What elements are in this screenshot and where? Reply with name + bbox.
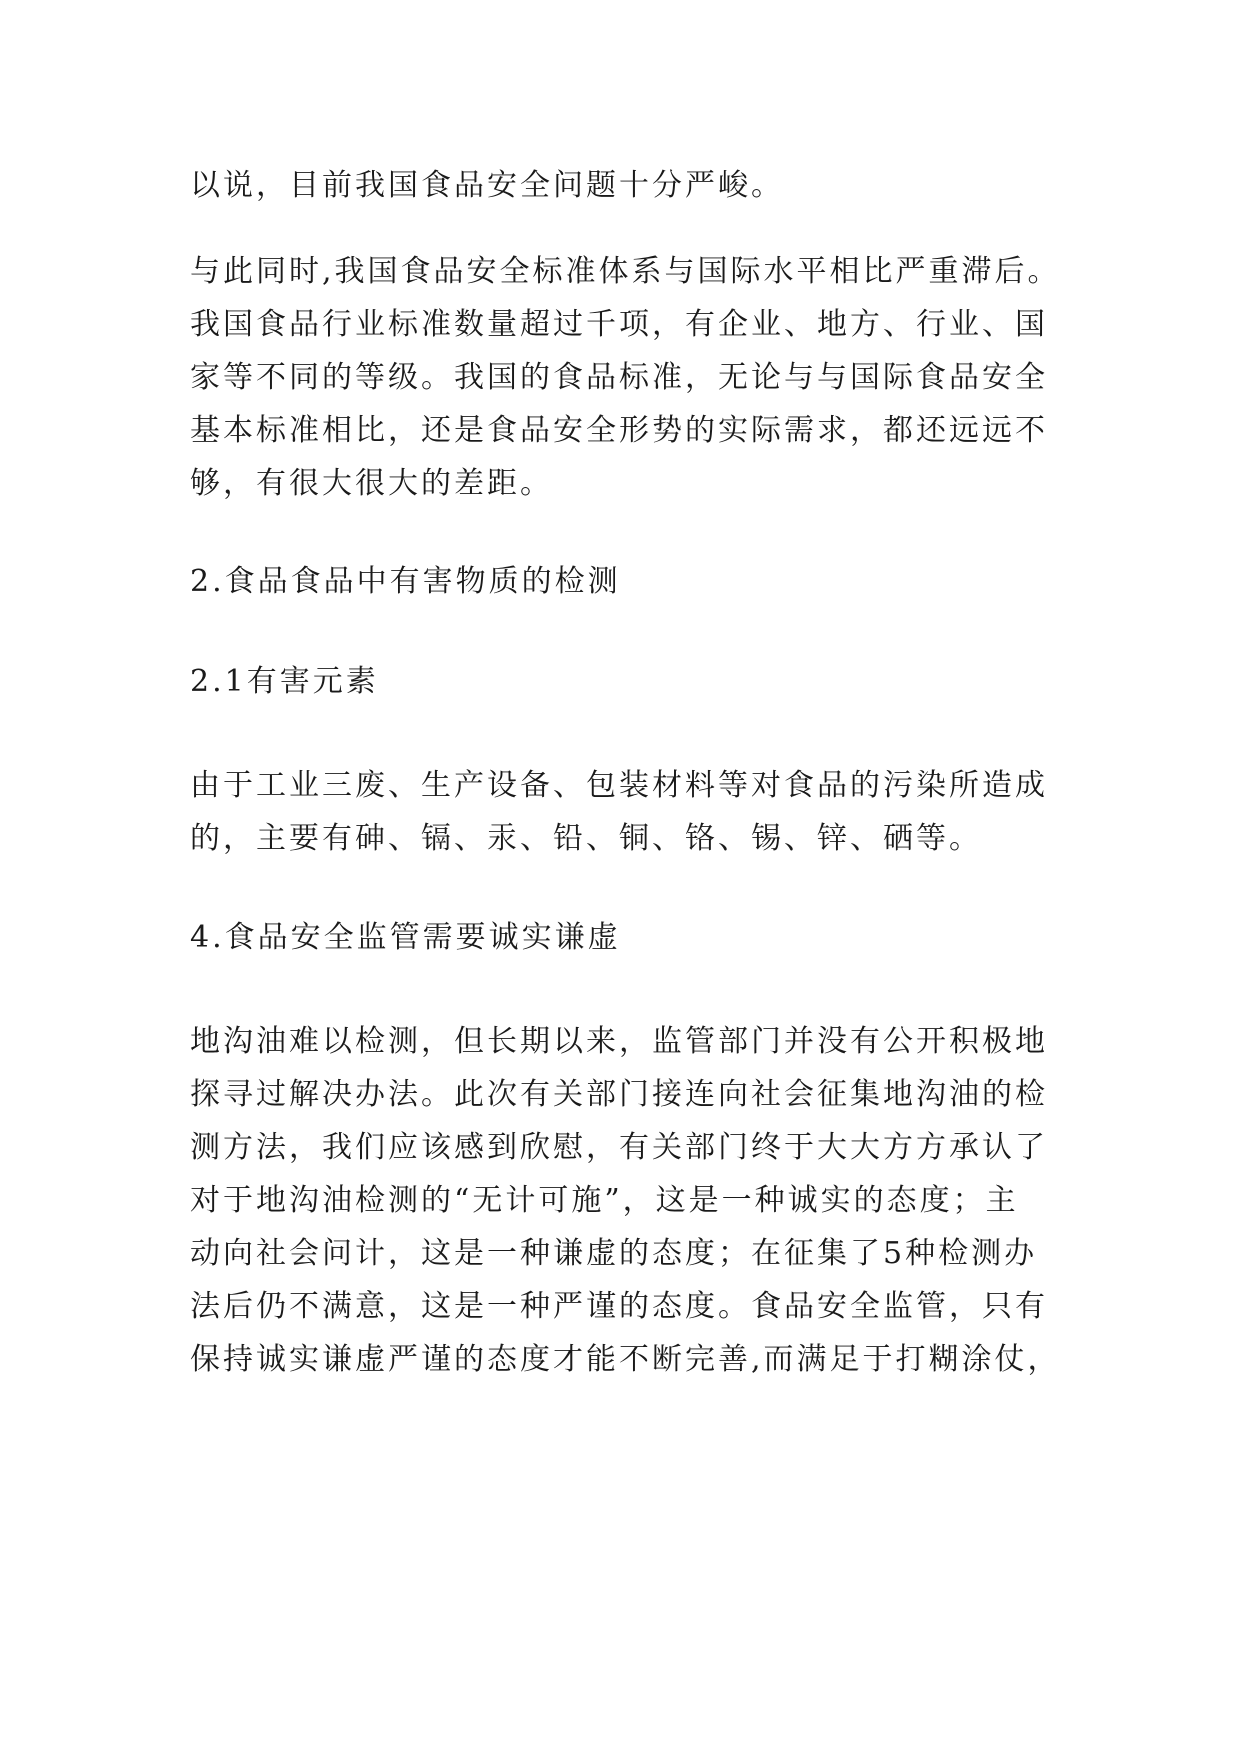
paragraph-4-line-4: 对于地沟油检测的“无计可施”，这是一种诚实的态度；主: [190, 1183, 1019, 1218]
paragraph-3-line-1: 由于工业三废、生产设备、包装材料等对食品的污染所造成: [190, 768, 1048, 803]
paragraph-4-line-5: 动向社会问计，这是一种谦虚的态度；在征集了5种检测办: [190, 1236, 1038, 1271]
paragraph-2-line-1: 与此同时,我国食品安全标准体系与国际水平相比严重滞后。: [190, 254, 1061, 289]
paragraph-2-line-4: 基本标准相比，还是食品安全形势的实际需求，都还远远不: [190, 413, 1048, 448]
paragraph-2-line-3: 家等不同的等级。我国的食品标准，无论与与国际食品安全: [190, 360, 1048, 395]
subsection-heading-2-1: 2.1有害元素: [190, 664, 379, 699]
paragraph-1-line-1: 以说，目前我国食品安全问题十分严峻。: [190, 168, 784, 203]
paragraph-2-line-5: 够，有很大很大的差距。: [190, 466, 553, 501]
paragraph-4-line-1: 地沟油难以检测，但长期以来，监管部门并没有公开积极地: [190, 1024, 1048, 1059]
paragraph-4-line-3: 测方法，我们应该感到欣慰，有关部门终于大大方方承认了: [190, 1130, 1048, 1165]
paragraph-2-line-2: 我国食品行业标准数量超过千项，有企业、地方、行业、国: [190, 307, 1048, 342]
section-heading-2: 2.食品食品中有害物质的检测: [190, 564, 621, 599]
paragraph-3-line-2: 的，主要有砷、镉、汞、铅、铜、铬、锡、锌、硒等。: [190, 821, 982, 856]
paragraph-4-line-6: 法后仍不满意，这是一种严谨的态度。食品安全监管，只有: [190, 1289, 1048, 1324]
section-heading-4: 4.食品安全监管需要诚实谦虚: [190, 920, 621, 955]
paragraph-4-line-7: 保持诚实谦虚严谨的态度才能不断完善,而满足于打糊涂仗，: [190, 1342, 1061, 1377]
paragraph-4-line-2: 探寻过解决办法。此次有关部门接连向社会征集地沟油的检: [190, 1077, 1048, 1112]
